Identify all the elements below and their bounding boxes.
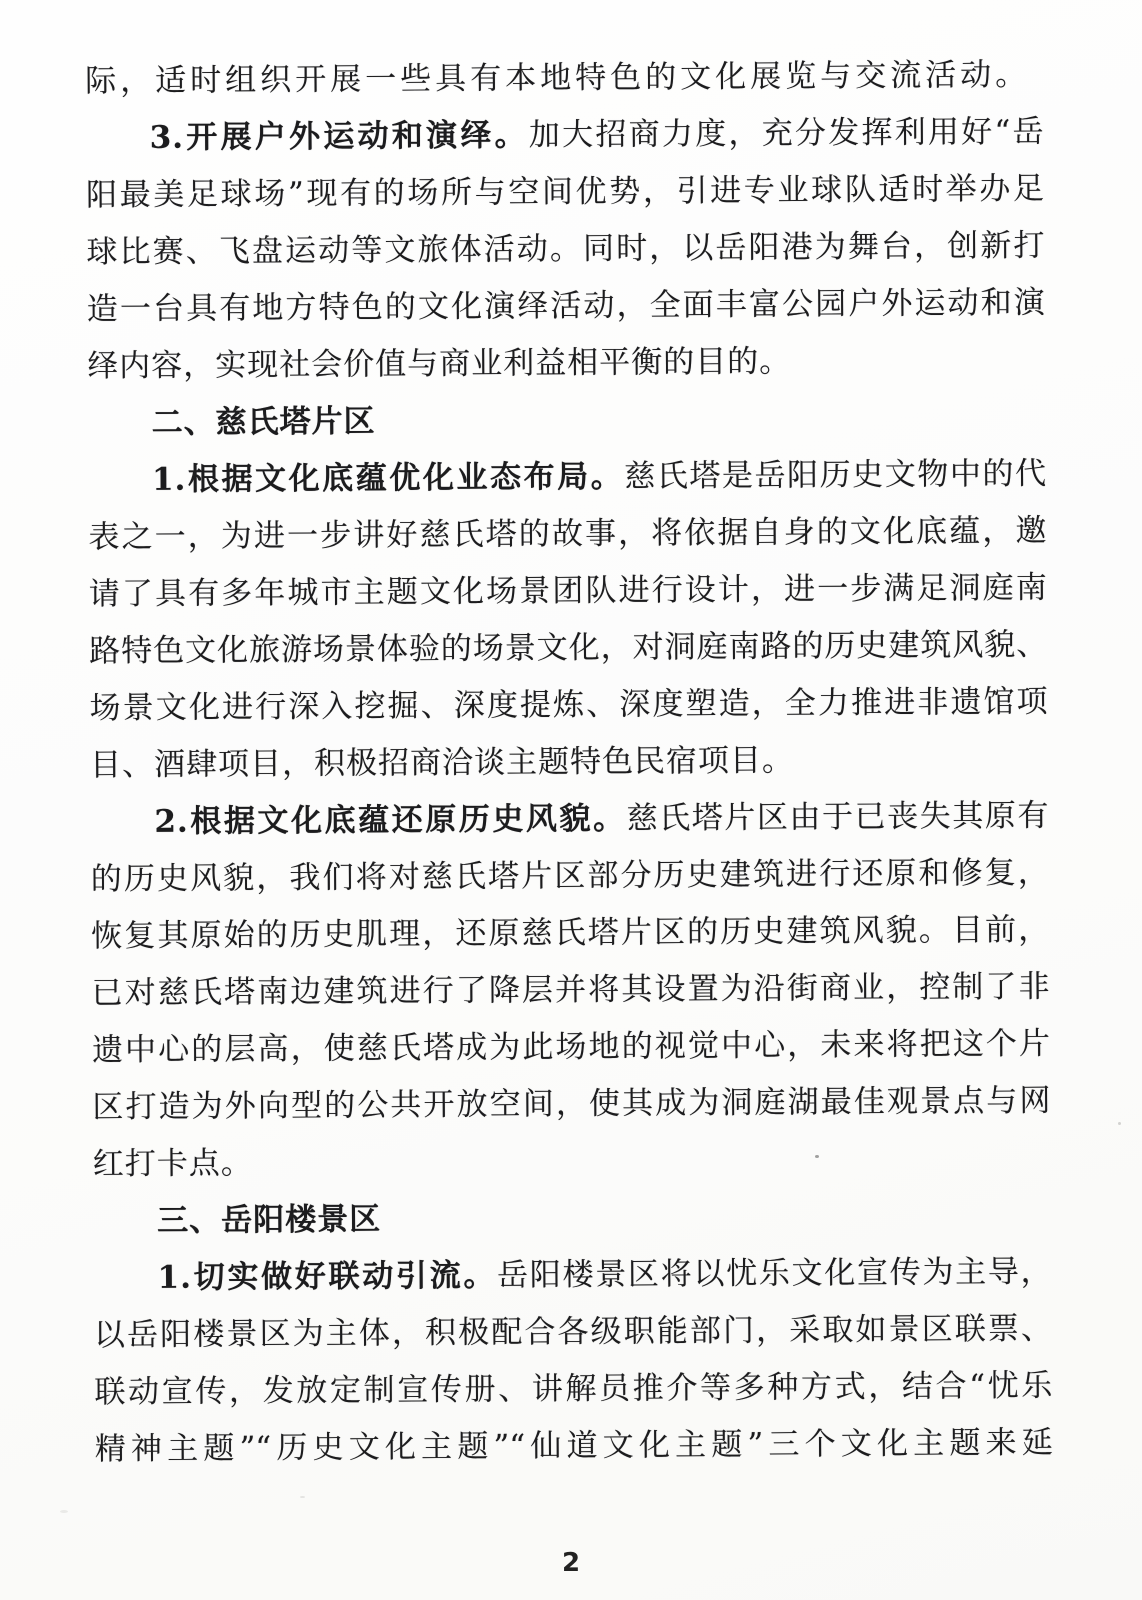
line-text: 区打造为外向型的公共开放空间，使其成为洞庭湖最佳观景点与网 [92,1082,1051,1126]
line-text: 精神主题”“历史文化主题”“仙道文化主题”三个文化主题来延 [94,1424,1053,1468]
line-text: 路特色文化旅游场景体验的场景文化，对洞庭南路的历史建筑风貌、 [89,626,1048,670]
line-text: 慈氏塔片区由于已丧失其原有 [626,797,1049,837]
text-line [91,902,1049,966]
paragraph-lead: 2.根据文化底蕴还原历史风貌。 [154,800,627,840]
line-text: 场景文化进行深入挖掘、深度提炼、深度塑造，全力推进非遗馆项 [89,683,1048,727]
text-line [89,617,1047,681]
paragraph-lead: 1.切实做好联动引流。 [157,1257,498,1296]
line-text: 岳阳楼景区将以忧乐文化宣传为主导， [496,1253,1052,1294]
text-line [87,332,1045,396]
line-text: 慈氏塔是岳阳历史文物中的代 [624,455,1047,495]
scan-speck [60,1510,68,1513]
paragraph-lead: 3.开展户外运动和演绎。 [149,117,529,156]
text-line [91,845,1049,909]
text-line [89,560,1047,624]
text-line [86,218,1044,282]
text-line [92,1073,1050,1137]
text-line [87,275,1045,339]
line-text: 请了具有多年城市主题文化场景团队进行设计，进一步满足洞庭南 [88,569,1047,613]
line-text: 以岳阳楼景区为主体，积极配合各级职能部门，采取如景区联票、 [93,1310,1053,1354]
line-text: 的历史风貌，我们将对慈氏塔片区部分历史建筑进行还原和修复， [90,854,1049,898]
text-line [85,47,1043,111]
page-number: 2 [561,1548,581,1578]
line-text: 红打卡点。 [92,1145,253,1183]
line-text: 目、酒肆项目，积极招商洽谈主题特色民宿项目。 [89,742,795,784]
text-line [85,104,1043,168]
scan-speck [1118,1122,1121,1125]
line-text: 遗中心的层高，使慈氏塔成为此场地的视觉中心，未来将把这个片 [91,1025,1051,1069]
text-line [93,1130,1051,1194]
scan-speck [815,1155,819,1158]
text-line [90,731,1048,795]
text-line [86,161,1044,225]
text-line [91,959,1049,1023]
text-line [90,788,1048,852]
line-text: 际，适时组织开展一些具有本地特色的文化展览与交流活动。 [85,56,1031,100]
line-text: 绎内容，实现社会价值与商业利益相平衡的目的。 [87,343,792,385]
line-text: 联动宣传，发放定制宣传册、讲解员推介等多种方式，结合“忧乐 [94,1367,1053,1411]
text-line [88,503,1046,567]
paragraph-lead: 1.根据文化底蕴优化业态布局。 [151,458,625,498]
section-heading-3 [93,1187,1051,1251]
section-heading-label: 三、岳阳楼景区 [157,1201,382,1239]
line-text: 球比赛、飞盘运动等文旅体活动。同时，以岳阳港为舞台，创新打 [86,227,1045,271]
scan-speck [300,1496,305,1498]
document-body [85,47,1053,1479]
line-text: 已对慈氏塔南边建筑进行了降层并将其设置为沿街商业，控制了非 [91,968,1050,1012]
text-line [94,1358,1052,1422]
section-heading-label: 二、慈氏塔片区 [151,403,376,441]
line-text: 造一台具有地方特色的文化演绎活动，全面丰富公园户外运动和演 [86,284,1045,328]
line-text: 恢复其原始的历史肌理，还原慈氏塔片区的历史建筑风貌。目前， [91,911,1050,955]
line-text: 表之一，为进一步讲好慈氏塔的故事，将依据自身的文化底蕴，邀 [88,512,1047,556]
text-line [88,446,1046,510]
text-line [95,1415,1053,1479]
line-text: 阳最美足球场”现有的场所与空间优势，引进专业球队适时举办足 [85,170,1045,214]
section-heading-2 [87,389,1045,453]
text-line [93,1244,1051,1308]
text-line [94,1301,1052,1365]
line-text: 加大招商力度，充分发挥利用好“岳 [528,113,1044,154]
text-line [89,674,1047,738]
text-line [92,1016,1050,1080]
